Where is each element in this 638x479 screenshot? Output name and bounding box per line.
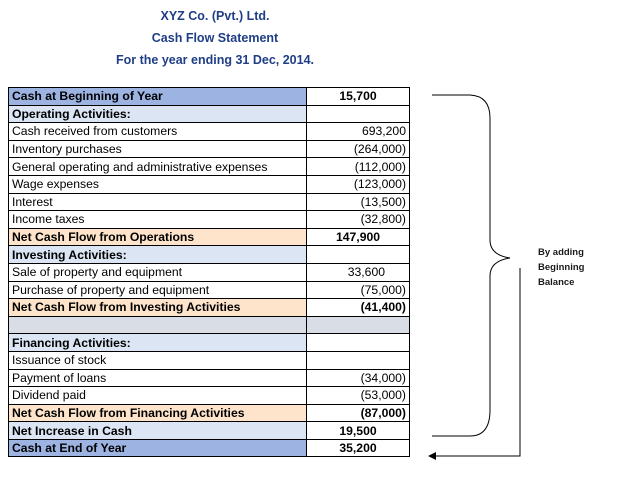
row-value: (112,000) <box>307 158 410 176</box>
row-label: Financing Activities: <box>9 334 307 352</box>
statement-period: For the year ending 31 Dec, 2014. <box>116 53 314 67</box>
arrow-head-icon <box>428 452 436 460</box>
row-value: (13,500) <box>307 193 410 211</box>
row-label: Wage expenses <box>9 175 307 193</box>
row-label: Cash at Beginning of Year <box>9 88 307 106</box>
connector-line <box>430 268 520 456</box>
statement-title: Cash Flow Statement <box>151 31 279 45</box>
row-value: (75,000) <box>307 281 410 299</box>
row-value: (41,400) <box>307 299 410 317</box>
row-label: Operating Activities: <box>9 105 307 123</box>
annotation-line-1: By adding <box>538 247 584 258</box>
row-label: Net Cash Flow from Investing Activities <box>9 299 307 317</box>
company-name: XYZ Co. (Pvt.) Ltd. <box>160 9 270 23</box>
row-value: (264,000) <box>307 140 410 158</box>
row-label: Issuance of stock <box>9 351 307 369</box>
row-label: Cash at End of Year <box>9 439 307 457</box>
row-value: (32,800) <box>307 211 410 229</box>
row-label: Cash received from customers <box>9 123 307 141</box>
annotation-line-2: Beginning <box>538 262 585 273</box>
row-value: 35,200 <box>307 439 410 457</box>
row-value: 33,600 <box>307 263 410 281</box>
row-value: (53,000) <box>307 387 410 405</box>
row-label: General operating and administrative expenses <box>9 158 307 176</box>
row-value: 15,700 <box>307 88 410 106</box>
row-label: Sale of property and equipment <box>9 263 307 281</box>
row-label: Net Increase in Cash <box>9 422 307 440</box>
row-label: Net Cash Flow from Operations <box>9 228 307 246</box>
row-value: (87,000) <box>307 404 410 422</box>
row-label: Investing Activities: <box>9 246 307 264</box>
annotation-line-3: Balance <box>538 277 575 288</box>
annotation-note <box>538 245 584 290</box>
row-value: 19,500 <box>307 422 410 440</box>
row-value: (123,000) <box>307 175 410 193</box>
row-label: Interest <box>9 193 307 211</box>
row-label: Income taxes <box>9 211 307 229</box>
row-label: Inventory purchases <box>9 140 307 158</box>
row-value: 147,900 <box>307 228 410 246</box>
row-label: Payment of loans <box>9 369 307 387</box>
row-label: Purchase of property and equipment <box>9 281 307 299</box>
row-value: (34,000) <box>307 369 410 387</box>
bracket-brace <box>432 95 510 436</box>
row-value: 693,200 <box>307 123 410 141</box>
row-label: Dividend paid <box>9 387 307 405</box>
row-label: Net Cash Flow from Financing Activities <box>9 404 307 422</box>
